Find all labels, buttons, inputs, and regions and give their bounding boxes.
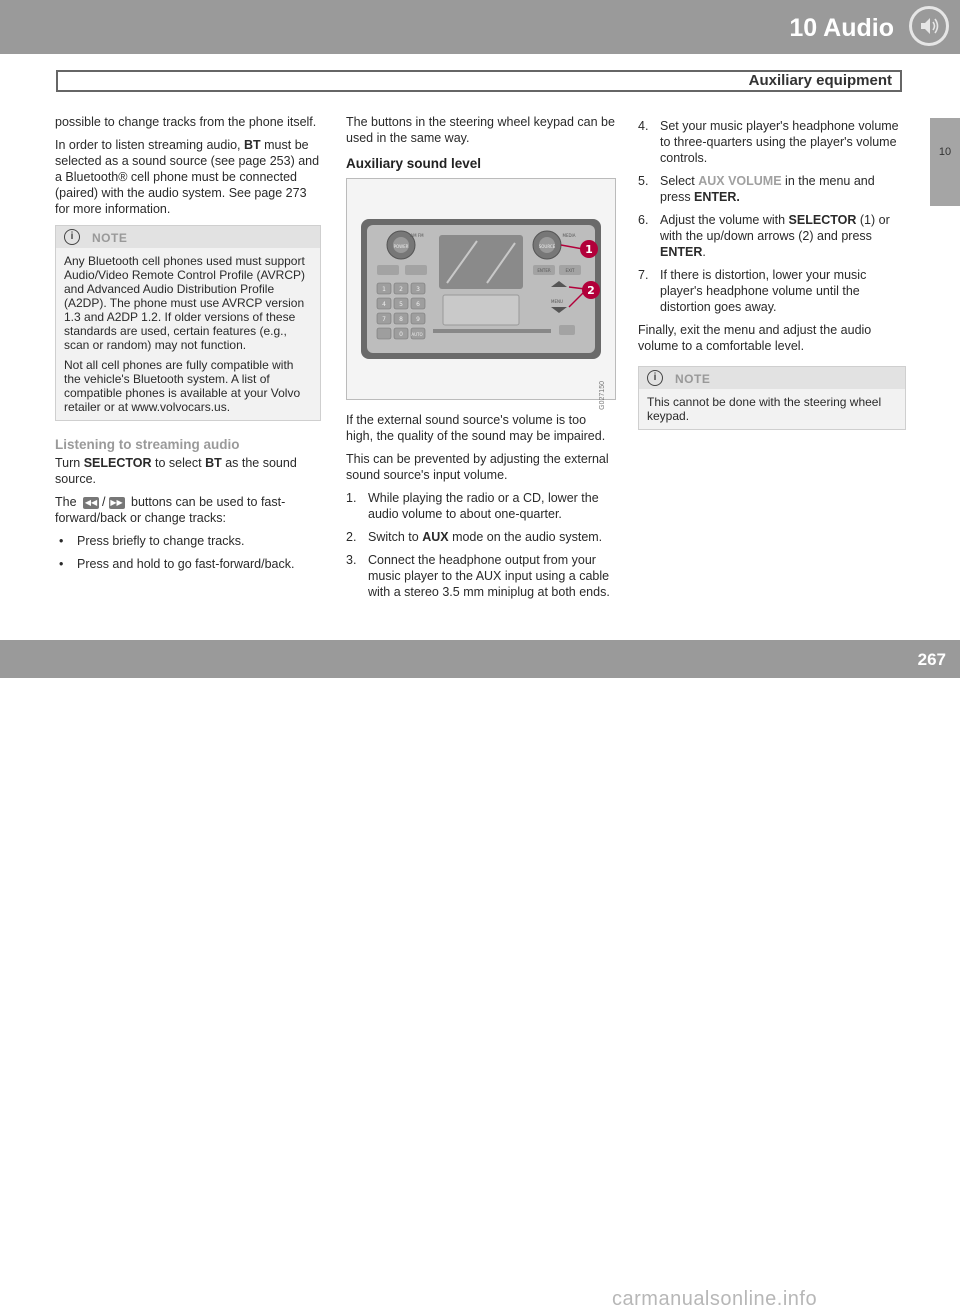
section-title: Auxiliary equipment — [748, 72, 892, 89]
text: to select — [151, 456, 206, 470]
note-body: This cannot be done with the steering wheel keypad. — [647, 395, 882, 423]
text: While playing the radio or a CD, lower the audio volume to about one-quarter. — [368, 491, 599, 521]
skip-back-icon: ◀◀ — [84, 497, 98, 507]
note-box — [55, 225, 321, 421]
callout-1: 1 — [585, 243, 593, 256]
chapter-side-tab — [930, 118, 960, 206]
text: . — [702, 245, 706, 259]
paragraph — [55, 494, 321, 526]
text: In order to listen streaming audio, — [55, 138, 244, 152]
button-label: AUTO — [411, 332, 423, 337]
chapter-title: 10 Audio — [789, 14, 894, 42]
watermark: carmanualsonline.info — [612, 1288, 818, 1310]
bold-text: BT — [205, 456, 222, 470]
list-item: • Press and hold to go fast-forward/back. — [55, 556, 321, 572]
list-item — [638, 212, 906, 260]
heading: Auxiliary sound level — [346, 156, 482, 171]
note-label: NOTE — [675, 372, 711, 386]
footer-bar — [0, 640, 960, 1310]
paragraph: This can be prevented by adjusting the external sound source's input volume. — [346, 452, 609, 482]
subheading: Listening to streaming audio — [55, 437, 240, 452]
bold-text: SELECTOR — [788, 213, 857, 227]
text: as the sound source. — [55, 456, 297, 486]
button-label: MEDIA — [562, 233, 576, 238]
list-item — [638, 267, 906, 315]
paragraph: The buttons in the steering wheel keypad can be used in the same way. — [346, 115, 615, 145]
list-item — [346, 490, 616, 522]
paragraph — [55, 455, 321, 487]
key-label: 4 — [382, 301, 386, 308]
step-number: 5. — [638, 174, 649, 188]
button-label: AM FM — [410, 233, 424, 238]
bold-text: ENTER. — [694, 190, 740, 204]
bold-text: AUX — [422, 530, 449, 544]
step-number: 7. — [638, 268, 649, 282]
list-item — [638, 118, 906, 166]
side-tab-label: 10 — [938, 146, 952, 158]
paragraph: If the external sound source's volume is too high, the quality of the sound may be impaired. — [346, 413, 606, 443]
key-label: 8 — [399, 316, 403, 323]
text: Set your music player's headphone volume to three-quarters using the player's volume controls. — [660, 119, 899, 165]
bullet-list — [55, 533, 321, 572]
skip-forward-icon: ▶▶ — [110, 497, 123, 507]
key-label: 9 — [416, 316, 420, 323]
key-label: 1 — [382, 286, 386, 293]
column-2 — [346, 114, 616, 607]
button-label: MENU — [551, 299, 563, 304]
section-header — [56, 70, 902, 92]
callout-2: 2 — [587, 284, 595, 297]
column-3 — [638, 114, 906, 440]
key-label: 6 — [416, 301, 420, 308]
list-item — [346, 552, 616, 600]
text: Turn — [55, 456, 84, 470]
paragraph: Finally, exit the menu and adjust the audio volume to a comfortable level. — [638, 323, 872, 353]
text: Select — [660, 174, 699, 188]
header-bar — [0, 0, 960, 54]
bold-text: BT — [244, 138, 261, 152]
paragraph: possible to change tracks from the phone itself. — [55, 115, 317, 129]
note-header — [56, 226, 320, 248]
numbered-list — [346, 490, 616, 600]
step-number: 3. — [346, 553, 357, 567]
note-box — [638, 366, 906, 430]
speaker-icon — [909, 6, 949, 46]
text: (1) or with the up/down arrows (2) and press — [660, 213, 890, 243]
list-item — [638, 173, 906, 205]
note-paragraph: Any Bluetooth cell phones used must support Audio/Video Remote Control Profile (AVRCP) and Advanced Audio Distribution Profile (A2DP). The phone must use AVRCP version 1.3 and A2DP 1.2. If older versions of these standards are used, certain features (e.g., scan or random) may not function. — [64, 254, 305, 352]
info-icon: i — [647, 370, 663, 386]
figure-code: G027150 — [599, 381, 606, 410]
text: If there is distortion, lower your music player's headphone volume until the distortion goes away. — [660, 268, 867, 314]
paragraph — [55, 137, 321, 217]
bold-text: SELECTOR — [83, 456, 152, 470]
step-number: 1. — [346, 491, 357, 505]
key-label: 7 — [382, 316, 386, 323]
note-paragraph: Not all cell phones are fully compatible with the vehicle's Bluetooth system. A list of compatible phones is available at your Volvo retailer or at www.volvocars.us. — [64, 358, 301, 414]
note-body — [56, 248, 320, 420]
text: / — [102, 495, 106, 509]
menu-item-text: AUX VOLUME — [698, 174, 782, 188]
button-label: EXIT — [565, 268, 575, 273]
audio-panel-figure — [346, 178, 616, 410]
note-label: NOTE — [92, 231, 128, 245]
text: must be selected as a sound source (see page 253) and a Bluetooth® cell phone must be connected (paired) with the audio system. See page 273 for more information. — [55, 138, 320, 216]
text: The — [55, 495, 77, 509]
step-number: 2. — [346, 530, 357, 544]
audio-panel-illustration — [347, 179, 615, 399]
step-number: 6. — [638, 213, 649, 227]
page-number: 267 — [917, 650, 946, 669]
column-1 — [55, 114, 321, 579]
button-label: ENTER — [537, 268, 551, 273]
key-label: 2 — [399, 286, 403, 293]
key-label: 5 — [399, 301, 403, 308]
text: Adjust the volume with — [660, 213, 789, 227]
numbered-list — [638, 118, 906, 315]
text: buttons can be used to fast-forward/back or change tracks: — [55, 495, 286, 525]
text: Connect the headphone output from your music player to the AUX input using a cable with a stereo 3.5 mm miniplug at both ends. — [368, 553, 610, 599]
bold-text: ENTER — [660, 245, 703, 259]
key-label: 0 — [399, 331, 403, 338]
step-number: 4. — [638, 119, 649, 133]
knob-label: SOURCE — [538, 244, 556, 249]
text: in the menu and press — [660, 174, 875, 204]
text: Switch to — [368, 530, 423, 544]
text: mode on the audio system. — [448, 530, 603, 544]
knob-label: POWER — [393, 244, 409, 249]
note-header — [639, 367, 905, 389]
key-label: 3 — [416, 286, 420, 293]
list-item: • Press briefly to change tracks. — [55, 533, 321, 549]
list-item — [346, 529, 616, 545]
info-icon: i — [64, 229, 80, 245]
